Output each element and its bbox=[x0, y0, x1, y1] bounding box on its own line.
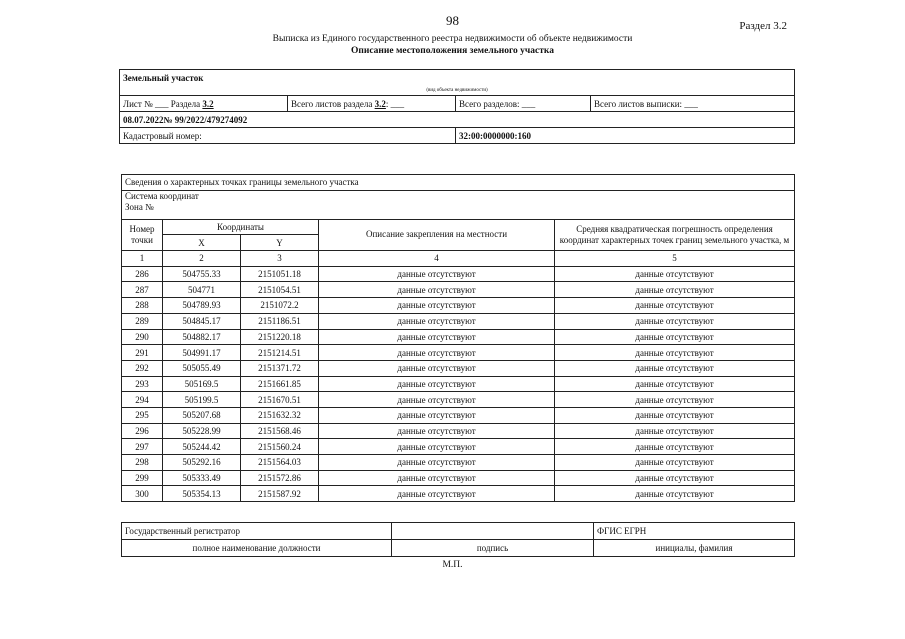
cell-n: 287 bbox=[122, 282, 163, 298]
total-sheets-cell bbox=[288, 96, 456, 112]
signature-table bbox=[121, 522, 795, 557]
cell-x: 505354.13 bbox=[163, 486, 241, 502]
table-row bbox=[122, 392, 795, 408]
registrar-label: Государственный регистратор bbox=[125, 526, 241, 536]
zone: Зона № bbox=[125, 201, 154, 212]
col-index: 1 bbox=[122, 251, 163, 267]
col-index: 3 bbox=[241, 251, 319, 267]
cell-err: данные отсутствуют bbox=[555, 392, 795, 408]
coord-system-cell bbox=[122, 190, 795, 219]
table-row bbox=[122, 439, 795, 455]
cell-n: 299 bbox=[122, 470, 163, 486]
cell-x: 504882.17 bbox=[163, 329, 241, 345]
total-sheets-prefix: Всего листов раздела bbox=[291, 98, 373, 109]
page-number: 98 bbox=[446, 13, 459, 28]
table-row bbox=[122, 470, 795, 486]
cell-x: 504845.17 bbox=[163, 313, 241, 329]
cell-y: 2151054.51 bbox=[241, 282, 319, 298]
sheet-blank: ___ bbox=[154, 98, 169, 109]
col-y-header: Y bbox=[241, 235, 319, 251]
cell-y: 2151587.92 bbox=[241, 486, 319, 502]
cell-desc: данные отсутствуют bbox=[319, 360, 555, 376]
cell-n: 295 bbox=[122, 407, 163, 423]
fgis-cell bbox=[594, 523, 795, 540]
cell-desc: данные отсутствуют bbox=[319, 423, 555, 439]
object-caption: (вид объекта недвижимости) bbox=[120, 85, 795, 96]
cell-err: данные отсутствуют bbox=[555, 455, 795, 471]
cell-x: 505244.42 bbox=[163, 439, 241, 455]
cell-n: 294 bbox=[122, 392, 163, 408]
cell-err: данные отсутствуют bbox=[555, 470, 795, 486]
cell-y: 2151572.86 bbox=[241, 470, 319, 486]
sheet-info-row bbox=[120, 96, 795, 112]
sheet-number-cell bbox=[120, 96, 288, 112]
cell-x: 505333.49 bbox=[163, 470, 241, 486]
col-coords-header: Координаты bbox=[163, 219, 319, 235]
position-caption: полное наименование должности bbox=[122, 540, 392, 557]
table-title: Сведения о характерных точках границы земельного участка bbox=[122, 175, 795, 191]
col-index: 4 bbox=[319, 251, 555, 267]
cell-desc: данные отсутствуют bbox=[319, 407, 555, 423]
total-sheets-suffix: : bbox=[385, 98, 389, 109]
cell-x: 505055.49 bbox=[163, 360, 241, 376]
table-row bbox=[122, 455, 795, 471]
cell-err: данные отсутствуют bbox=[555, 282, 795, 298]
total-extract-cell bbox=[591, 96, 795, 112]
cell-y: 2151186.51 bbox=[241, 313, 319, 329]
cell-err: данные отсутствуют bbox=[555, 439, 795, 455]
cell-n: 293 bbox=[122, 376, 163, 392]
cell-y: 2151051.18 bbox=[241, 266, 319, 282]
cell-y: 2151560.24 bbox=[241, 439, 319, 455]
cell-err: данные отсутствуют bbox=[555, 407, 795, 423]
cell-desc: данные отсутствуют bbox=[319, 455, 555, 471]
cell-desc: данные отсутствуют bbox=[319, 345, 555, 361]
cell-n: 298 bbox=[122, 455, 163, 471]
table-row bbox=[122, 313, 795, 329]
cell-err: данные отсутствуют bbox=[555, 376, 795, 392]
cell-n: 291 bbox=[122, 345, 163, 361]
cell-err: данные отсутствуют bbox=[555, 298, 795, 314]
cell-x: 505292.16 bbox=[163, 455, 241, 471]
cell-desc: данные отсутствуют bbox=[319, 470, 555, 486]
col-index: 2 bbox=[163, 251, 241, 267]
cell-y: 2151072.2 bbox=[241, 298, 319, 314]
cell-x: 505207.68 bbox=[163, 407, 241, 423]
column-index-row bbox=[122, 251, 795, 267]
cell-err: данные отсутствуют bbox=[555, 345, 795, 361]
points-body bbox=[122, 266, 795, 501]
sign-caption: подпись bbox=[392, 540, 594, 557]
table-row bbox=[122, 423, 795, 439]
cell-y: 2151371.72 bbox=[241, 360, 319, 376]
cell-desc: данные отсутствуют bbox=[319, 313, 555, 329]
col-x-header: X bbox=[163, 235, 241, 251]
name-caption: инициалы, фамилия bbox=[594, 540, 795, 557]
col-index: 5 bbox=[555, 251, 795, 267]
section-tag: Раздел 3.2 bbox=[739, 20, 787, 32]
total-extract-label: Всего листов выписки: bbox=[594, 98, 683, 109]
cell-err: данные отсутствуют bbox=[555, 360, 795, 376]
stamp-place: М.П. bbox=[442, 560, 463, 570]
cell-n: 288 bbox=[122, 298, 163, 314]
registrar-cell bbox=[122, 523, 392, 540]
section-prefix: Раздела bbox=[170, 98, 201, 109]
total-sheets-section: 3.2 bbox=[374, 98, 386, 109]
fgis-label: ФГИС ЕГРН bbox=[597, 526, 647, 536]
cell-err: данные отсутствуют bbox=[555, 486, 795, 502]
section-value: 3.2 bbox=[202, 98, 214, 109]
cell-x: 504789.93 bbox=[163, 298, 241, 314]
total-sections-cell bbox=[456, 96, 591, 112]
cell-n: 289 bbox=[122, 313, 163, 329]
total-sections-label: Всего разделов: bbox=[459, 98, 520, 109]
cell-desc: данные отсутствуют bbox=[319, 392, 555, 408]
signature-blank bbox=[392, 523, 594, 540]
col-desc-header: Описание закрепления на местности bbox=[319, 219, 555, 250]
cell-x: 504755.33 bbox=[163, 266, 241, 282]
cell-n: 300 bbox=[122, 486, 163, 502]
cell-desc: данные отсутствуют bbox=[319, 329, 555, 345]
cell-desc: данные отсутствуют bbox=[319, 266, 555, 282]
object-info-table bbox=[119, 69, 795, 144]
cell-desc: данные отсутствуют bbox=[319, 282, 555, 298]
cell-y: 2151214.51 bbox=[241, 345, 319, 361]
cell-y: 2151661.85 bbox=[241, 376, 319, 392]
cell-y: 2151564.03 bbox=[241, 455, 319, 471]
sheet-label: Лист № bbox=[123, 98, 153, 109]
cell-err: данные отсутствуют bbox=[555, 329, 795, 345]
table-row bbox=[122, 360, 795, 376]
col-error-header: Средняя квадратическая погрешность определения координат характерных точек границ земельного участка, м bbox=[555, 219, 795, 250]
total-extract-blank: ___ bbox=[684, 98, 698, 109]
cell-err: данные отсутствуют bbox=[555, 266, 795, 282]
cell-n: 290 bbox=[122, 329, 163, 345]
date-number: 08.07.2022№ 99/2022/479274092 bbox=[120, 112, 795, 128]
cell-x: 505199.5 bbox=[163, 392, 241, 408]
cell-x: 505228.99 bbox=[163, 423, 241, 439]
cell-y: 2151220.18 bbox=[241, 329, 319, 345]
cell-err: данные отсутствуют bbox=[555, 423, 795, 439]
coord-system: Система координат bbox=[125, 190, 199, 201]
table-row bbox=[122, 376, 795, 392]
cell-x: 504991.17 bbox=[163, 345, 241, 361]
cadastral-label: Кадастровый номер: bbox=[120, 128, 456, 144]
total-sections-blank: ___ bbox=[521, 98, 536, 109]
table-row bbox=[122, 407, 795, 423]
cell-err: данные отсутствуют bbox=[555, 313, 795, 329]
cell-x: 504771 bbox=[163, 282, 241, 298]
table-row bbox=[122, 282, 795, 298]
cell-desc: данные отсутствуют bbox=[319, 439, 555, 455]
document-title: Выписка из Единого государственного реестра недвижимости об объекте недвижимости bbox=[272, 34, 633, 44]
cell-y: 2151568.46 bbox=[241, 423, 319, 439]
table-row bbox=[122, 345, 795, 361]
total-sheets-blank: ___ bbox=[390, 98, 405, 109]
cell-n: 296 bbox=[122, 423, 163, 439]
table-row bbox=[122, 329, 795, 345]
cell-desc: данные отсутствуют bbox=[319, 298, 555, 314]
col-number-header: Номер точки bbox=[122, 219, 163, 250]
cell-n: 297 bbox=[122, 439, 163, 455]
table-row bbox=[122, 298, 795, 314]
object-type: Земельный участок bbox=[120, 70, 795, 86]
cadastral-value: 32:00:0000000:160 bbox=[456, 128, 795, 144]
table-row bbox=[122, 266, 795, 282]
cell-desc: данные отсутствуют bbox=[319, 486, 555, 502]
boundary-points-table bbox=[121, 174, 795, 502]
cell-n: 286 bbox=[122, 266, 163, 282]
cell-y: 2151670.51 bbox=[241, 392, 319, 408]
document-subtitle: Описание местоположения земельного участка bbox=[351, 46, 554, 56]
cell-desc: данные отсутствуют bbox=[319, 376, 555, 392]
cell-y: 2151632.32 bbox=[241, 407, 319, 423]
cell-n: 292 bbox=[122, 360, 163, 376]
table-row bbox=[122, 486, 795, 502]
cell-x: 505169.5 bbox=[163, 376, 241, 392]
